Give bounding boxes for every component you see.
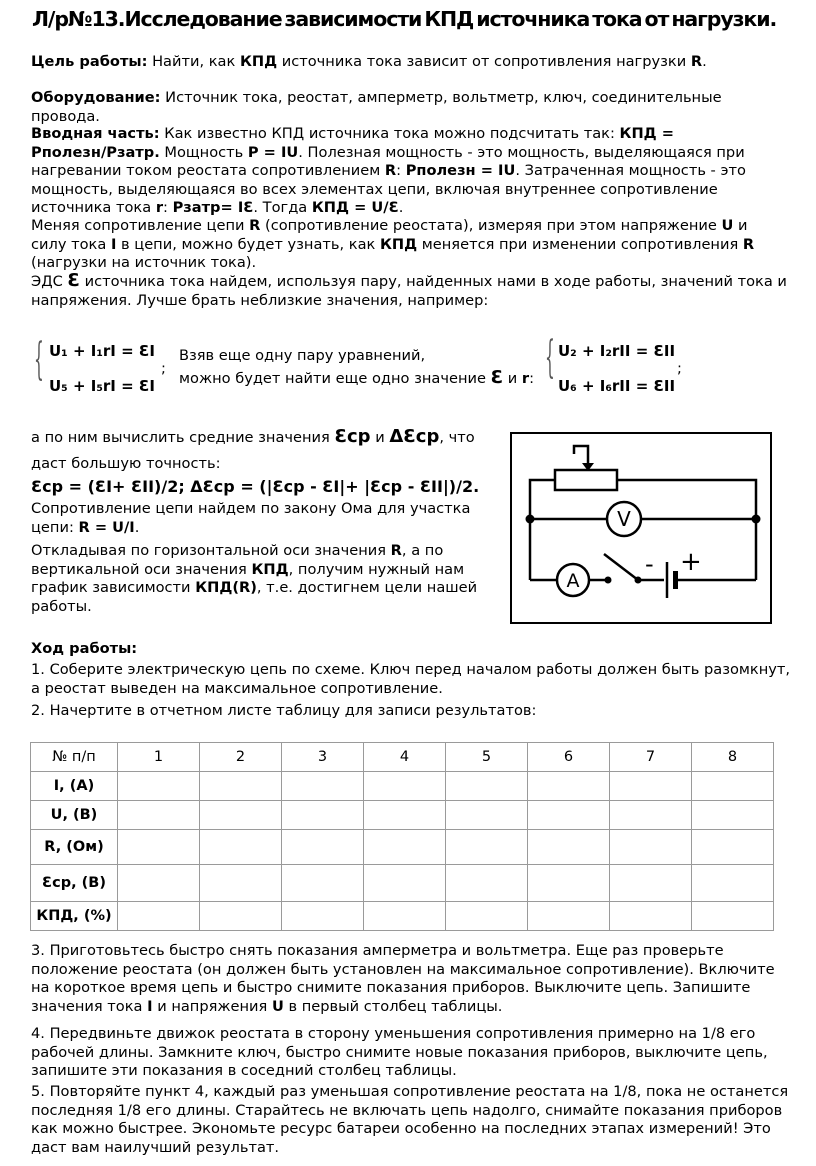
step3-bold: U [271, 997, 284, 1015]
plot-text: , получим нужный нам график зависимости [31, 560, 465, 596]
table-cell [364, 902, 446, 931]
table-cell [446, 801, 528, 830]
middle-r: r [521, 370, 530, 387]
table-cell [692, 772, 774, 801]
table-cell [282, 801, 364, 830]
intro2-paragraph [31, 217, 787, 273]
intro-text: Как известно КПД источника тока можно подсчитать так: [159, 125, 620, 142]
middle-text-2 [179, 369, 534, 389]
intro2-bold: I [110, 235, 117, 253]
goal-text: Найти, как [147, 53, 240, 70]
page-title: Л/р№13.Исследование зависимости КПД источника тока от нагрузки. [32, 7, 777, 31]
table-header-cell: 2 [200, 743, 282, 772]
table-cell [446, 865, 528, 902]
right-equation-1: U₂ + I₂rII = ƐII [558, 342, 676, 360]
intro2-text: Меняя сопротивление цепи [31, 217, 250, 234]
intro-formula: Pзатр= IƐ [172, 199, 254, 216]
junction-right [752, 515, 761, 524]
switch-lever-icon [604, 554, 638, 580]
right-equation-2: U₆ + I₆rII = ƐII [558, 377, 676, 395]
table-cell [610, 865, 692, 902]
row-label: U, (B) [31, 801, 118, 830]
table-cell [528, 772, 610, 801]
table-cell [118, 865, 200, 902]
step3-bold: I [147, 997, 153, 1015]
table-cell [118, 830, 200, 865]
intro-formula: P = IU [247, 143, 299, 161]
step3-text: 3. Приготовьтесь быстро снять показания амперметра и вольтметра. Еще раз проверьте положение реостата (он должен быть установлен на максимальное сопротивление). Включите на короткое время цепь и быстро снимите показания приборов. Выключите цепь. Запишите значения тока [31, 942, 775, 1015]
table-cell [200, 801, 282, 830]
table-cell [364, 772, 446, 801]
table-cell [282, 772, 364, 801]
average-paragraph [31, 424, 491, 477]
table-cell [528, 902, 610, 931]
intro2-text: меняется при изменении сопротивления [417, 235, 743, 253]
table-cell [528, 865, 610, 902]
emf-symbol: Ɛ [67, 270, 80, 291]
table-cell [446, 902, 528, 931]
table-cell [364, 830, 446, 865]
intro2-bold: КПД [380, 235, 418, 253]
plot-text: , т.е. достигнем цели нашей работы. [31, 579, 478, 615]
middle-text: и [503, 370, 522, 387]
step3-text: и напряжения [152, 997, 272, 1015]
average-symbol: Ɛср [334, 426, 371, 447]
intro-text: . [398, 199, 404, 216]
left-equation-1: U₁ + I₁rI = ƐI [49, 342, 155, 360]
table-header-cell: 8 [692, 743, 774, 772]
average-text: а по ним вычислить средние значения [31, 429, 335, 446]
table-cell [118, 902, 200, 931]
table-cell [446, 830, 528, 865]
intro-text: : [396, 162, 406, 179]
procedure-step-1: 1. Соберите электрическую цепь по схеме. Ключ перед началом работы должен быть разомкнут, а реостат выведен на максимальное сопротивление. [31, 661, 791, 697]
emf-text: источника тока найдем, используя пару, найденных нами в ходе работы, значений тока и напряжения. Лучше брать неблизкие значения, например: [31, 273, 787, 309]
goal-bold: КПД [239, 53, 278, 70]
table-cell [118, 772, 200, 801]
table-cell [610, 801, 692, 830]
ohm-formula: R = U/I [78, 518, 135, 536]
middle-text-1: Взяв еще одну пару уравнений, [179, 347, 426, 364]
intro-text: . Полезная мощность - это мощность, выделяющаяся при нагревании током реостата сопротивлением [31, 143, 745, 179]
intro-formula: R [384, 162, 397, 179]
intro-text: : [163, 199, 173, 216]
intro-text: . Затраченная мощность - это мощность, выделяющаяся во всех элементах цепи, включая внутреннее сопротивление источника тока [31, 162, 746, 216]
goal-label: Цель работы: [31, 53, 148, 70]
goal-paragraph [31, 53, 791, 72]
row-label: I, (A) [31, 772, 118, 801]
intro2-text: (нагрузки на источник тока). [31, 254, 257, 271]
plot-bold: КПД [251, 560, 289, 578]
intro2-text: и силу тока [31, 217, 748, 253]
table-cell [528, 801, 610, 830]
voltmeter-label: V [617, 507, 631, 531]
battery-minus: - [645, 550, 654, 578]
equipment-text: Источник тока, реостат, амперметр, вольтметр, ключ, соединительные провода. [31, 89, 722, 125]
table-cell [610, 830, 692, 865]
circuit-diagram [510, 432, 772, 624]
rheostat-slider-icon [574, 446, 588, 465]
table-cell [692, 801, 774, 830]
battery-short-plate [673, 571, 678, 589]
results-table [30, 742, 774, 931]
left-brace: { [34, 334, 44, 385]
procedure-heading [31, 640, 791, 659]
table-cell [200, 830, 282, 865]
table-cell [282, 830, 364, 865]
table-cell [200, 865, 282, 902]
table-header-cell: 4 [364, 743, 446, 772]
table-row [31, 830, 774, 865]
switch-contact-left [605, 577, 612, 584]
ohm-text: . [134, 518, 140, 536]
table-row [31, 865, 774, 902]
step3-text: в первый столбец таблицы. [283, 997, 503, 1015]
plot-bold: R [390, 542, 402, 559]
goal-text: . [702, 53, 707, 70]
formula-end: . [473, 477, 480, 496]
intro2-bold: R [742, 235, 755, 253]
table-cell [282, 902, 364, 931]
procedure-step-2: 2. Начертите в отчетном листе таблицу для записи результатов: [31, 702, 537, 719]
right-brace: { [545, 332, 555, 383]
procedure-step-5: 5. Повторяйте пункт 4, каждый раз уменьшая сопротивление реостата на 1/8, пока не останется последняя 1/8 его длины. Старайтесь не включать цепь надолго, снимайте показания приборов как можно быстрее. Экономьте ресурс батареи особенно на последних этапах измерений! Это даст вам наилучший результат. [31, 1083, 789, 1156]
row-label: R, (Ом) [31, 830, 118, 865]
table-row [31, 801, 774, 830]
right-semicolon: ; [677, 360, 682, 377]
table-header-cell: 6 [528, 743, 610, 772]
table-cell [692, 830, 774, 865]
table-header-cell: 5 [446, 743, 528, 772]
wire-top-left [530, 480, 555, 519]
intro2-bold: U [721, 217, 734, 234]
goal-bold: R [690, 53, 703, 70]
table-cell [200, 772, 282, 801]
table-row [31, 772, 774, 801]
intro-formula: Pполезн = IU [405, 162, 516, 179]
intro2-text: в цепи, можно будет узнать, как [116, 235, 380, 253]
table-cell [200, 902, 282, 931]
circuit-frame [511, 433, 771, 623]
formula-delta: ΔƐср = (|Ɛср - ƐI|+ |Ɛср - ƐII|)/2 [184, 477, 474, 496]
table-cell [282, 865, 364, 902]
intro-label: Вводная часть: [31, 125, 160, 142]
table-header-cell: № п/п [31, 743, 118, 772]
left-semicolon: ; [161, 360, 166, 377]
formula-average: Ɛср = (ƐI+ ƐII)/2; [31, 477, 185, 496]
average-symbol: ΔƐср [389, 426, 440, 447]
intro2-bold: R [249, 217, 261, 234]
ohm-paragraph [31, 500, 481, 537]
emf-text: ЭДС [31, 273, 68, 290]
row-label: Ɛср, (В) [31, 865, 118, 902]
table-cell [528, 830, 610, 865]
table-cell [692, 902, 774, 931]
equipment-label: Оборудование: [31, 89, 161, 106]
intro-formula: КПД = U/Ɛ [311, 199, 399, 216]
ammeter-label: A [566, 570, 580, 592]
table-header-cell: 1 [118, 743, 200, 772]
plot-text: , а по вертикальной оси значения [31, 542, 444, 578]
intro-text: . Тогда [253, 199, 312, 216]
average-formula [31, 478, 479, 497]
intro-formula: r [155, 199, 164, 216]
plot-paragraph [31, 542, 481, 616]
intro2-text: (сопротивление реостата), измеряя при этом напряжение [260, 217, 722, 234]
equipment-paragraph [31, 89, 791, 126]
average-text: , что даст большую точность: [31, 429, 475, 472]
table-header-row [31, 743, 774, 772]
goal-text: источника тока зависит от сопротивления нагрузки [277, 53, 691, 70]
plot-text: Откладывая по горизонтальной оси значения [31, 542, 391, 559]
table-header-cell: 3 [282, 743, 364, 772]
table-cell [692, 865, 774, 902]
intro-paragraph [31, 125, 787, 218]
emf-symbol: Ɛ [490, 367, 504, 388]
table-header-cell: 7 [610, 743, 692, 772]
middle-text: : [529, 370, 535, 387]
table-cell [610, 772, 692, 801]
junction-left [526, 515, 535, 524]
middle-text: можно будет найти еще одно значение [179, 370, 491, 387]
procedure-step-3 [31, 942, 789, 1016]
ohm-text: Сопротивление цепи найдем по закону Ома для участка цепи: [31, 500, 471, 536]
procedure-heading-text: Ход работы: [31, 640, 138, 657]
table-cell [610, 902, 692, 931]
intro-formula: КПД = Pполезн/Pзатр. [31, 125, 674, 161]
intro-text: Мощность [159, 143, 248, 161]
procedure-step-4: 4. Передвиньте движок реостата в сторону уменьшения сопротивления примерно на 1/8 его рабочей длины. Замкните ключ, быстро снимите новые показания приборов, выключите цепь, запишите эти показания в соседний столбец таблицы. [31, 1025, 768, 1079]
average-text: и [370, 429, 390, 446]
table-row [31, 902, 774, 931]
emf-paragraph [31, 272, 787, 310]
table-cell [364, 865, 446, 902]
battery-plus: + [680, 547, 702, 577]
rheostat-icon [555, 470, 617, 490]
plot-bold: КПД(R) [195, 579, 257, 596]
table-cell [446, 772, 528, 801]
row-label: КПД, (%) [31, 902, 118, 931]
left-equation-2: U₅ + I₅rI = ƐI [49, 377, 155, 395]
table-cell [364, 801, 446, 830]
table-cell [118, 801, 200, 830]
